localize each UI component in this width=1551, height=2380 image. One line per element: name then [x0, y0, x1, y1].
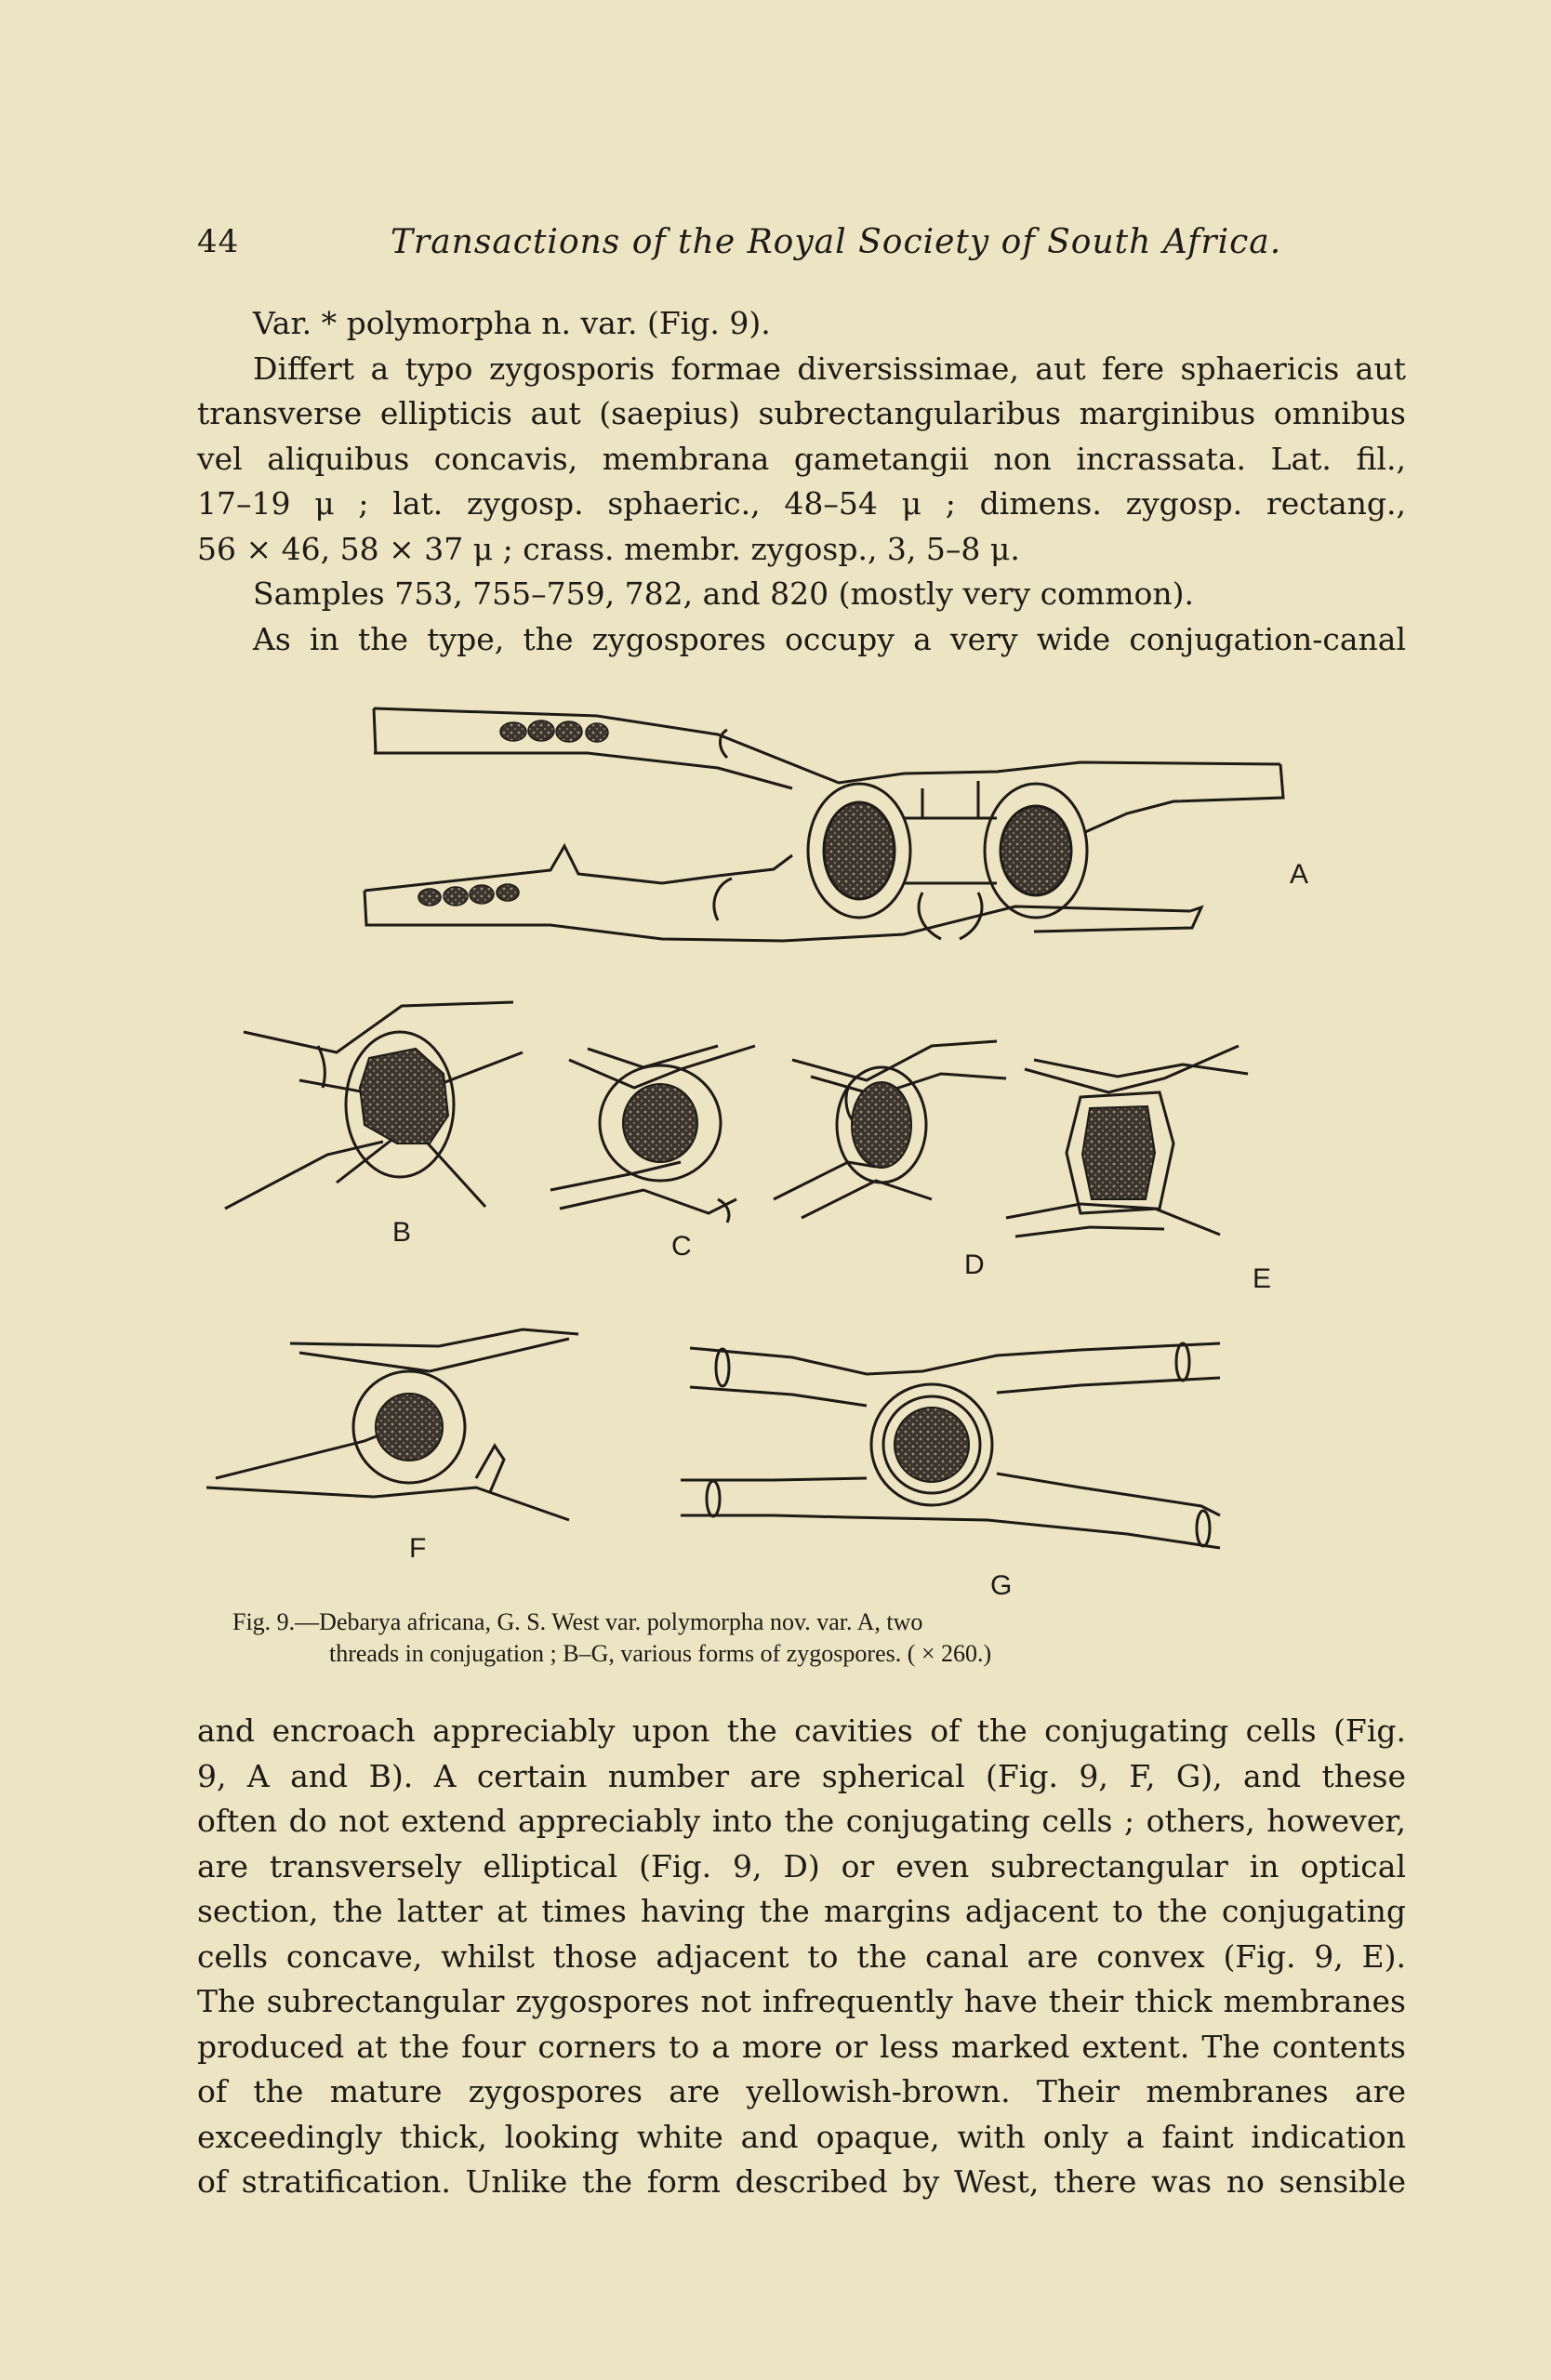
samples-line: Samples 753, 755–759, 782, and 820 (mostly very common).	[253, 575, 1195, 612]
text-line: vel aliquibus concavis, membrana gametangii non incrassata. Lat. fil.,	[197, 440, 1406, 477]
fig-label-e: E	[1253, 1263, 1272, 1294]
bottom-paragraph	[197, 1709, 1406, 2205]
fig-a-threads	[365, 708, 1283, 941]
page-number: 44	[197, 223, 240, 260]
caption-line: threads in conjugation ; B–G, various forms of zygospores. ( × 260.)	[329, 1640, 992, 1667]
text-line: of stratification. Unlike the form described by West, there was no sensible	[197, 2163, 1406, 2200]
fig-f-zygospore	[206, 1329, 578, 1520]
text-line: of the mature zygospores are yellowish-brown. Their membranes are	[197, 2073, 1406, 2109]
fig-b-zygospore	[225, 1002, 523, 1209]
text-line: exceedingly thick, looking white and opaque, with only a faint indication	[197, 2118, 1406, 2155]
caption-line: Fig. 9.—Debarya africana, G. S. West var. polymorpha nov. var. A, two	[232, 1608, 923, 1635]
figure-caption	[197, 1606, 1406, 1670]
running-title: Transactions of the Royal Society of South Africa.	[391, 223, 1282, 261]
running-header	[197, 223, 1406, 279]
text-line: section, the latter at times having the margins adjacent to the conjugating	[197, 1893, 1406, 1929]
fig-label-b: B	[392, 1217, 412, 1248]
text-line: 56 × 46, 58 × 37 μ ; crass. membr. zygosp., 3, 5–8 μ.	[197, 530, 1020, 567]
figure-9-illustration	[197, 679, 1406, 1608]
text-line: Differt a typo zygosporis formae diversissimae, aut fere sphaericis aut	[253, 350, 1406, 387]
fig-label-g: G	[990, 1570, 1013, 1601]
fig-c-zygospore	[550, 1046, 755, 1223]
text-line: and encroach appreciably upon the cavities of the conjugating cells (Fig.	[197, 1712, 1406, 1749]
text-line: As in the type, the zygospores occupy a very wide conjugation-canal	[253, 620, 1406, 657]
fig-d-zygospore	[774, 1041, 1006, 1218]
fig-g-zygospore	[681, 1343, 1220, 1548]
text-line: produced at the four corners to a more or less marked extent. The contents	[197, 2028, 1406, 2065]
text-line: 17–19 μ ; lat. zygosp. sphaeric., 48–54 μ ; dimens. zygosp. rectang.,	[197, 485, 1406, 522]
text-line: cells concave, whilst those adjacent to the canal are convex (Fig. 9, E).	[197, 1937, 1406, 1975]
fig-e-zygospore	[1006, 1046, 1248, 1236]
text-line: 9, A and B). A certain number are spherical (Fig. 9, F, G), and these	[197, 1757, 1406, 1794]
fig-label-d: D	[964, 1250, 985, 1280]
top-paragraphs	[197, 301, 1406, 662]
fig-label-f: F	[409, 1533, 427, 1564]
text-line: often do not extend appreciably into the conjugating cells ; others, however,	[197, 1803, 1406, 1839]
fig-label-a: A	[1290, 859, 1309, 890]
text-line: The subrectangular zygospores not infrequently have their thick membranes	[197, 1983, 1406, 2019]
text-line: transverse ellipticis aut (saepius) subrectangularibus marginibus omnibus	[197, 395, 1406, 431]
variety-heading: Var. * polymorpha n. var. (Fig. 9).	[253, 305, 771, 341]
text-line: are transversely elliptical (Fig. 9, D) or even subrectangular in optical	[197, 1847, 1406, 1884]
fig-label-c: C	[671, 1231, 692, 1262]
